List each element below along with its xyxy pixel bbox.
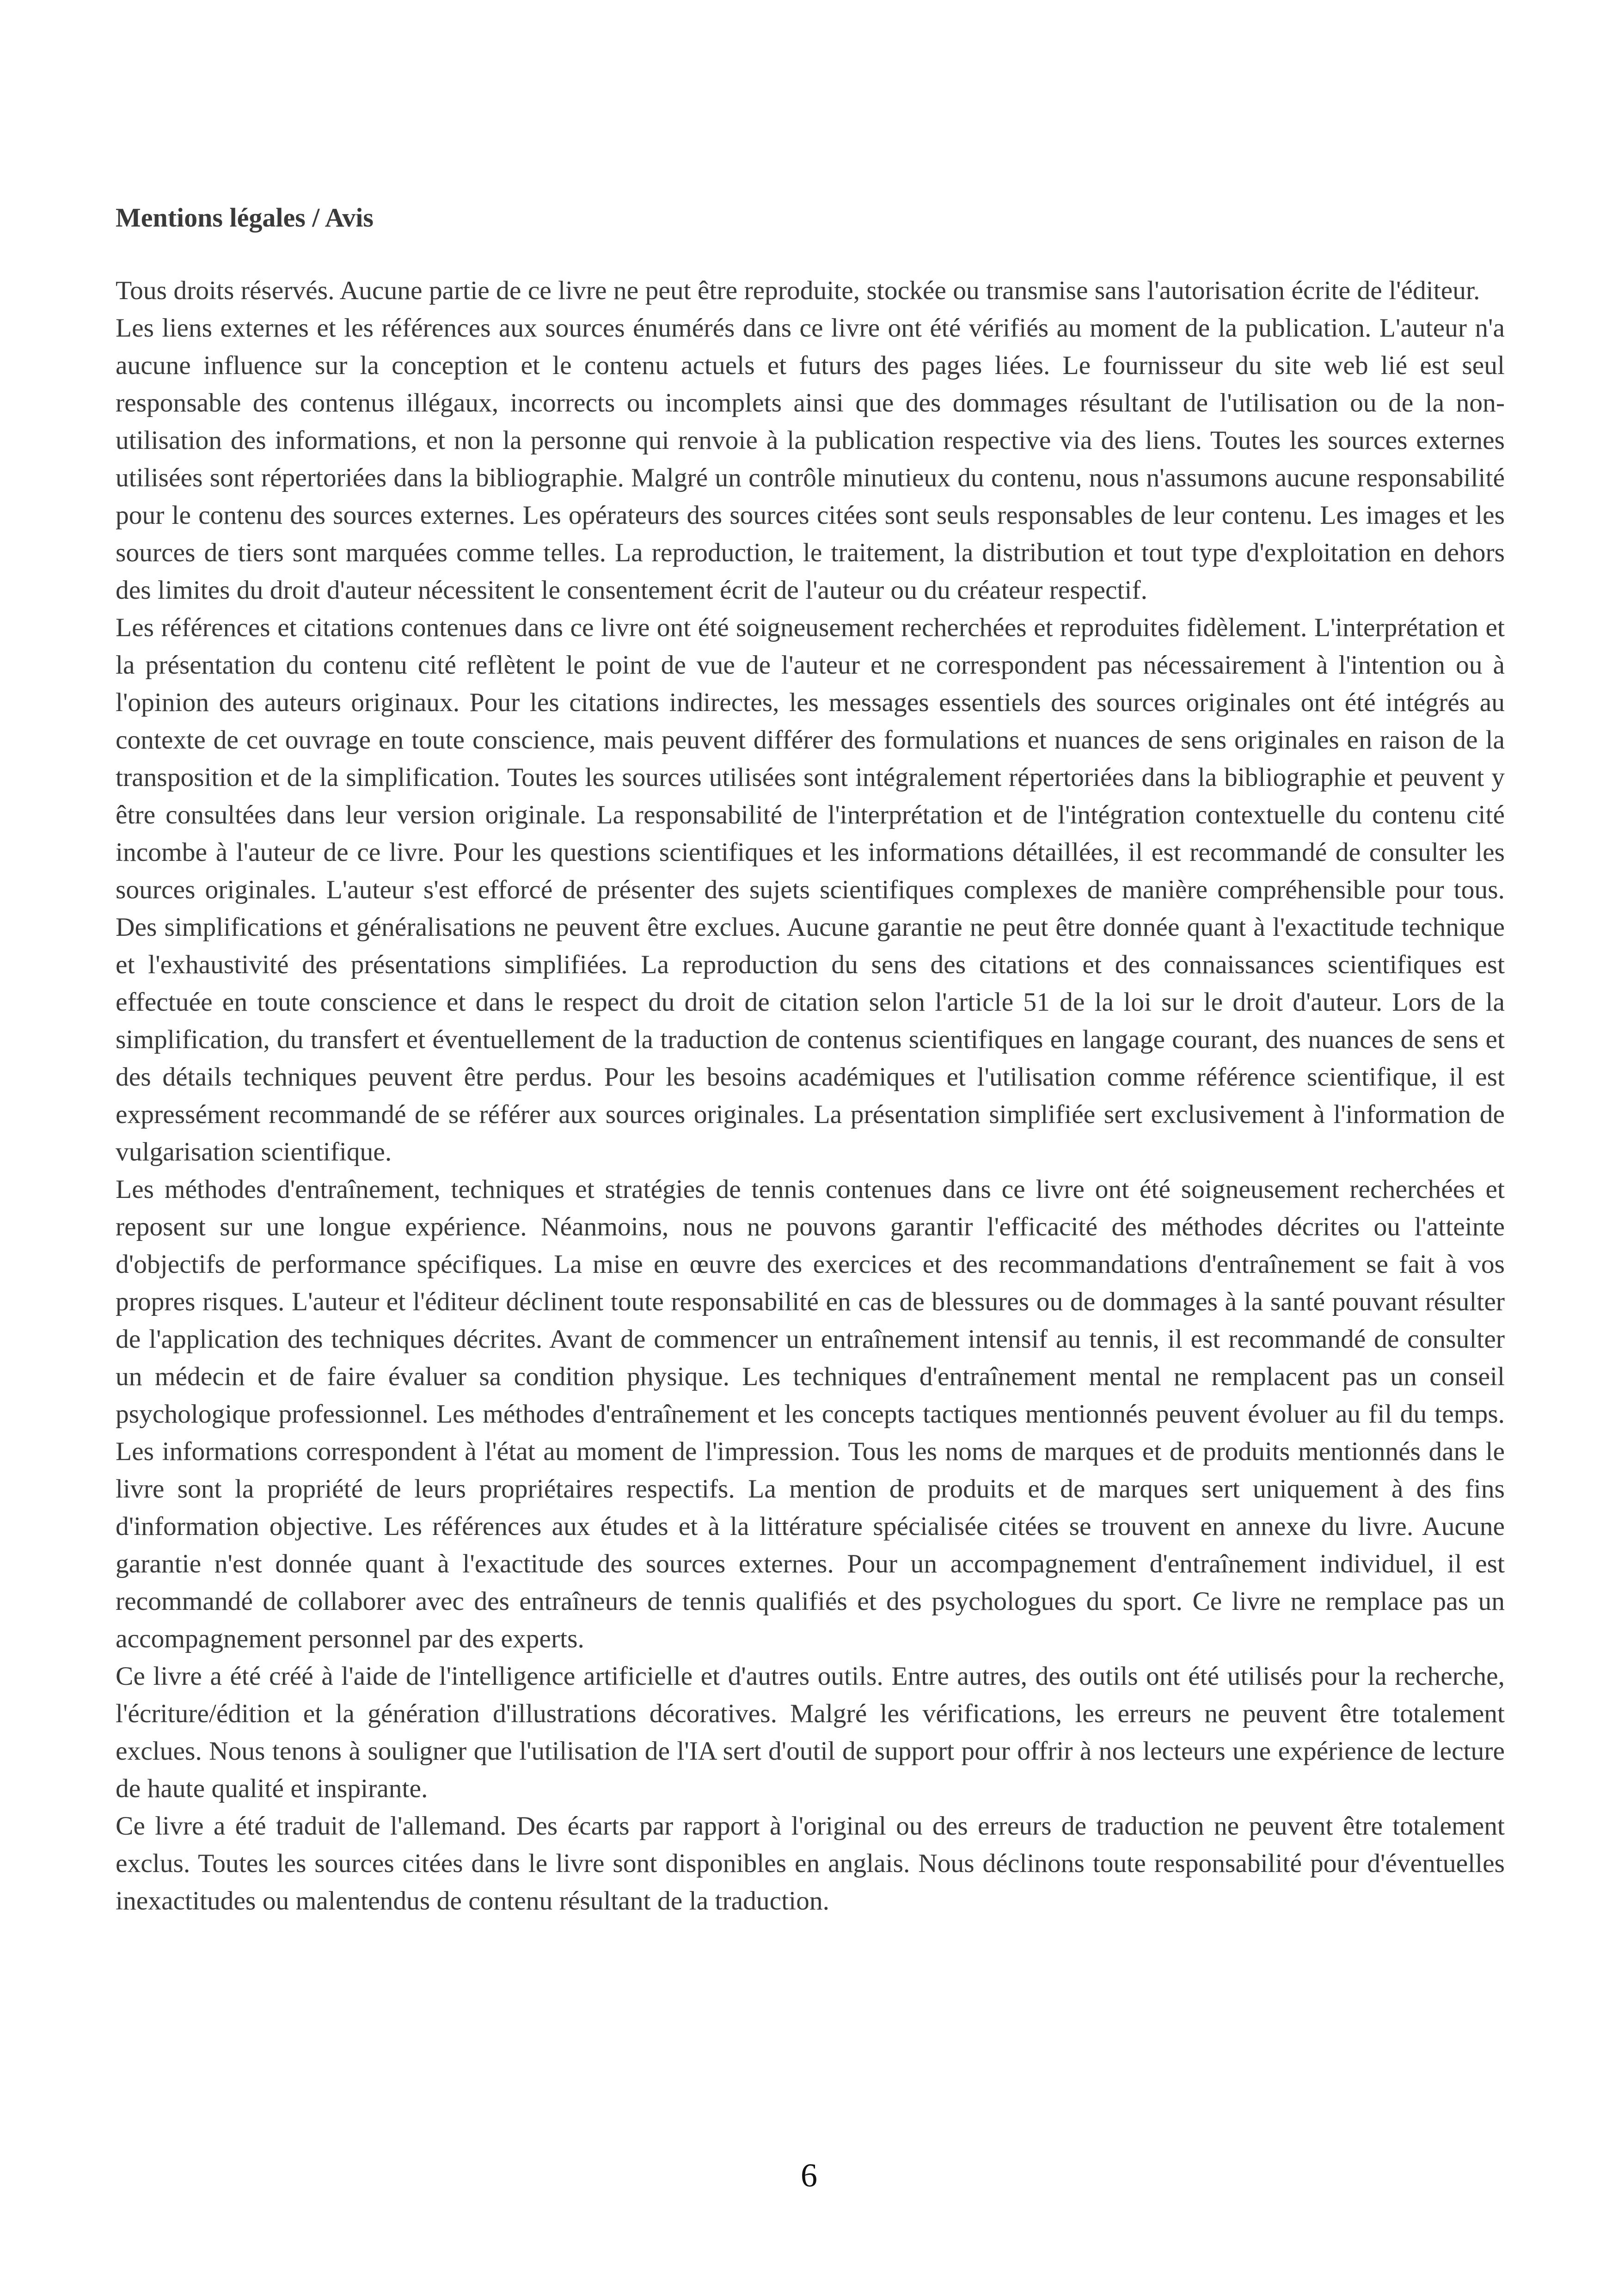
paragraph-external-links: Les liens externes et les références aux sources énumérés dans ce livre ont été vérifiés au moment de la publication. L'auteur n'a aucune influence sur la conception et le contenu actuels et futurs des pages liées. Le fournisseur du site web lié est seul responsable des contenus illégaux, incorrects ou incomplets ainsi que des dommages résultant de l'utilisation ou de la non-utilisation des informations, et non la personne qui renvoie à la publication respective via des liens. Toutes les sources externes utilisées sont répertoriées dans la bibliographie. Malgré un contrôle minutieux du contenu, nous n'assumons aucune responsabilité pour le contenu des sources externes. Les opérateurs des sources citées sont seuls responsables de leur contenu. Les images et les sources de tiers sont marquées comme telles. La reproduction, le traitement, la distribution et tout type d'exploitation en dehors des limites du droit d'auteur nécessitent le consentement écrit de l'auteur ou du créateur respectif. (116, 313, 1505, 605)
paragraph-ai-disclosure: Ce livre a été créé à l'aide de l'intelligence artificielle et d'autres outils. Entre autres, des outils ont été utilisés pour la recherche, l'écriture/édition et la génération d'illustrations décoratives. Malgré les vérifications, les erreurs ne peuvent être totalement exclues. Nous tenons à souligner que l'utilisation de l'IA sert d'outil de support pour offrir à nos lecteurs une expérience de lecture de haute qualité et inspirante. (116, 1662, 1505, 1803)
paragraph-training-disclaimer: Les méthodes d'entraînement, techniques et stratégies de tennis contenues dans ce livre ont été soigneusement recherchées et reposent sur une longue expérience. Néanmoins, nous ne pouvons garantir l'efficacité des méthodes décrites ou l'atteinte d'objectifs de performance spécifiques. La mise en œuvre des exercices et des recommandations d'entraînement se fait à vos propres risques. L'auteur et l'éditeur déclinent toute responsabilité en cas de blessures ou de dommages à la santé pouvant résulter de l'application des techniques décrites. Avant de commencer un entraînement intensif au tennis, il est recommandé de consulter un médecin et de faire évaluer sa condition physique. Les techniques d'entraînement mental ne remplacent pas un conseil psychologique professionnel. Les méthodes d'entraînement et les concepts tactiques mentionnés peuvent évoluer au fil du temps. Les informations correspondent à l'état au moment de l'impression. Tous les noms de marques et de produits mentionnés dans le livre sont la propriété de leurs propriétaires respectifs. La mention de produits et de marques sert uniquement à des fins d'information objective. Les références aux études et à la littérature spécialisée citées se trouvent en annexe du livre. Aucune garantie n'est donnée quant à l'exactitude des sources externes. Pour un accompagnement d'entraînement individuel, il est recommandé de collaborer avec des entraîneurs de tennis qualifiés et des psychologues du sport. Ce livre ne remplace pas un accompagnement personnel par des experts. (116, 1175, 1505, 1653)
page-number: 6 (801, 2157, 817, 2194)
document-page (116, 199, 1505, 1920)
paragraph-rights: Tous droits réservés. Aucune partie de ce livre ne peut être reproduite, stockée ou transmise sans l'autorisation écrite de l'éditeur. (116, 276, 1480, 305)
paragraph-translation-note: Ce livre a été traduit de l'allemand. Des écarts par rapport à l'original ou des erreurs de traduction ne peuvent être totalement exclus. Toutes les sources citées dans le livre sont disponibles en anglais. Nous déclinons toute responsabilité pour d'éventuelles inexactitudes ou malentendus de contenu résultant de la traduction. (116, 1811, 1505, 1915)
paragraph-citations: Les références et citations contenues dans ce livre ont été soigneusement recherchées et reproduites fidèlement. L'interprétation et la présentation du contenu cité reflètent le point de vue de l'auteur et ne correspondent pas nécessairement à l'intention ou à l'opinion des auteurs originaux. Pour les citations indirectes, les messages essentiels des sources originales ont été intégrés au contexte de cet ouvrage en toute conscience, mais peuvent différer des formulations et nuances de sens originales en raison de la transposition et de la simplification. Toutes les sources utilisées sont intégralement répertoriées dans la bibliographie et peuvent y être consultées dans leur version originale. La responsabilité de l'interprétation et de l'intégration contextuelle du contenu cité incombe à l'auteur de ce livre. Pour les questions scientifiques et les informations détaillées, il est recommandé de consulter les sources originales. L'auteur s'est efforcé de présenter des sujets scientifiques complexes de manière compréhensible pour tous. Des simplifications et généralisations ne peuvent être exclues. Aucune garantie ne peut être donnée quant à l'exactitude technique et l'exhaustivité des présentations simplifiées. La reproduction du sens des citations et des connaissances scientifiques est effectuée en toute conscience et dans le respect du droit de citation selon l'article 51 de la loi sur le droit d'auteur. Lors de la simplification, du transfert et éventuellement de la traduction de contenus scientifiques en langage courant, des nuances de sens et des détails techniques peuvent être perdus. Pour les besoins académiques et l'utilisation comme référence scientifique, il est expressément recommandé de se référer aux sources originales. La présentation simplifiée sert exclusivement à l'information de vulgarisation scientifique. (116, 613, 1505, 1166)
section-heading: Mentions légales / Avis (116, 203, 374, 233)
